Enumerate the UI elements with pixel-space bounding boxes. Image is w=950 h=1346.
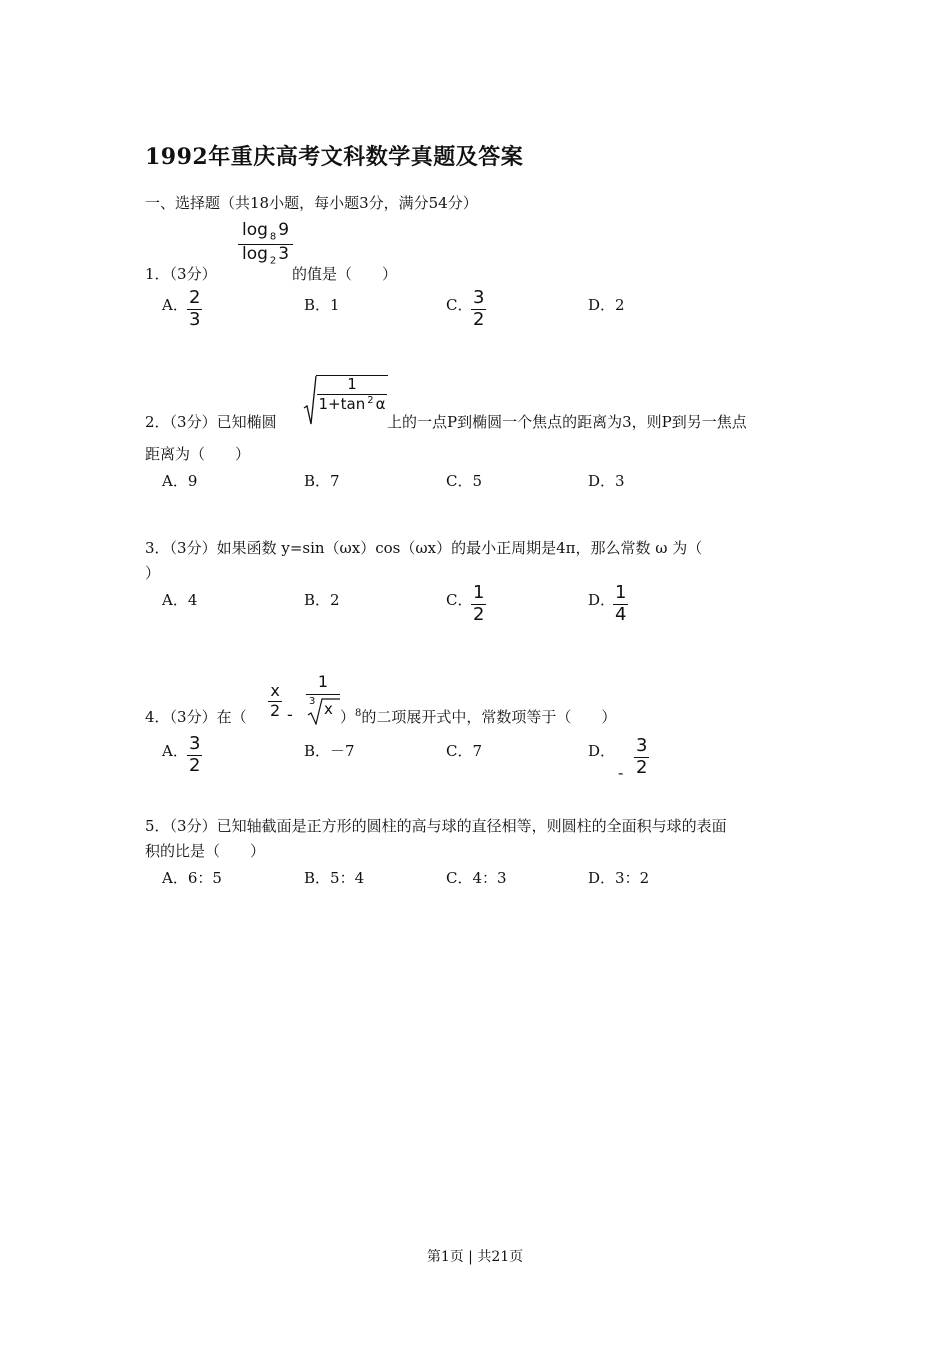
q3-option-d-label: D． bbox=[588, 591, 616, 609]
question-1-prefix: 1．（3分） bbox=[145, 265, 217, 283]
q2-option-d: D．3 bbox=[588, 472, 625, 490]
q5-option-c: C．4：3 bbox=[446, 869, 507, 887]
q1-option-d: D．2 bbox=[588, 296, 625, 314]
q3-option-c-label: C． bbox=[446, 591, 473, 609]
question-4-fraction-1: x 2 bbox=[270, 681, 281, 720]
q3-option-d-fraction: 1 4 bbox=[615, 582, 627, 625]
q4-option-d-fraction: 3 2 bbox=[636, 735, 648, 778]
page-footer: 第1页 | 共21页 bbox=[426, 1249, 524, 1265]
section-header: 一、选择题（共18小题，每小题3分，满分54分） bbox=[145, 194, 478, 212]
question-1-suffix: 的值是（ ） bbox=[292, 265, 398, 283]
q5-option-d: D．3：2 bbox=[588, 869, 650, 887]
question-3-line2: ） bbox=[145, 564, 161, 582]
q2-option-b: B．7 bbox=[304, 472, 340, 490]
question-4-minus: - bbox=[287, 705, 293, 724]
q2-option-a: A．9 bbox=[162, 472, 198, 490]
q5-option-b: B．5：4 bbox=[304, 869, 365, 887]
q4-option-a-label: A． bbox=[162, 742, 188, 760]
q1-option-c-label: C． bbox=[446, 296, 473, 314]
q1-option-a-fraction: 2 3 bbox=[189, 287, 201, 330]
q2-option-c: C．5 bbox=[446, 472, 483, 490]
q4-option-d-sign: - bbox=[618, 764, 624, 782]
q4-option-c: C．7 bbox=[446, 742, 483, 760]
question-2-suffix: 上的一点P到椭圆一个焦点的距离为3，则P到另一焦点 bbox=[387, 413, 747, 431]
page-title: 1992年重庆高考文科数学真题及答案 bbox=[145, 144, 524, 170]
q4-option-a-fraction: 3 2 bbox=[189, 733, 201, 776]
question-4-suffix-wrap: ）$^8$的二项展开式中，常数项等于（ ） bbox=[340, 708, 617, 726]
question-2-fraction: 1 1+tan $^2$ α bbox=[318, 375, 386, 413]
q1-option-c-fraction: 3 2 bbox=[473, 287, 485, 330]
question-2-line2: 距离为（ ） bbox=[145, 445, 251, 463]
question-5-line2: 积的比是（ ） bbox=[145, 842, 266, 860]
q5-option-a: A．6：5 bbox=[162, 869, 222, 887]
q3-option-b: B．2 bbox=[304, 591, 340, 609]
question-1-fraction: log $_8$ 9 log $_2$ 3 bbox=[238, 222, 293, 267]
question-2-radical bbox=[303, 374, 389, 426]
question-5-line1: 5．（3分）已知轴截面是正方形的圆柱的高与球的直径相等，则圆柱的全面积与球的表面 bbox=[145, 817, 727, 835]
question-4-fraction-2: 1 3 x bbox=[306, 672, 342, 728]
question-2-prefix: 2．（3分）已知椭圆 bbox=[145, 413, 277, 431]
q1-option-b: B．1 bbox=[304, 296, 340, 314]
question-3-line1: 3．（3分）如果函数 y=sin（ωx）cos（ωx）的最小正周期是4π，那么常数 ω 为（ bbox=[145, 539, 703, 557]
question-1 bbox=[145, 263, 217, 284]
q4-option-d-label: D． bbox=[588, 742, 616, 760]
q3-option-c-fraction: 1 2 bbox=[473, 582, 485, 625]
q3-option-a: A．4 bbox=[162, 591, 198, 609]
q4-option-b: B．－7 bbox=[304, 742, 355, 760]
question-4-prefix: 4．（3分）在（ bbox=[145, 708, 247, 726]
q1-option-a-label: A． bbox=[162, 296, 188, 314]
